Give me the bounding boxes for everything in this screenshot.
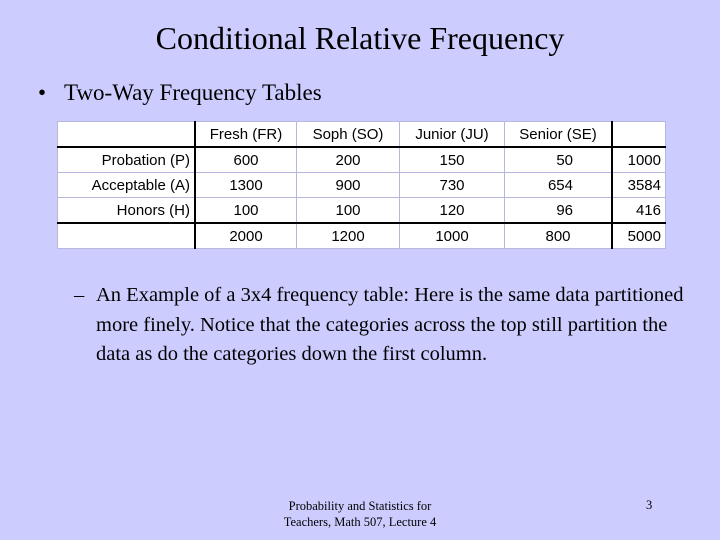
totals-label — [58, 223, 196, 249]
row-total: 1000 — [612, 147, 666, 173]
row-total: 416 — [612, 198, 666, 224]
bullet-item — [38, 80, 322, 106]
column-total: 1000 — [400, 223, 505, 249]
table-cell: 1300 — [195, 173, 297, 198]
column-total: 800 — [505, 223, 613, 249]
row-total: 3584 — [612, 173, 666, 198]
column-total: 1200 — [297, 223, 400, 249]
table-cell: 600 — [195, 147, 297, 173]
footer-line-2: Teachers, Math 507, Lecture 4 — [283, 515, 437, 529]
table-cell: 50 — [505, 147, 613, 173]
row-label: Acceptable (A) — [58, 173, 196, 198]
table-header-row — [58, 122, 666, 148]
sub-bullet — [74, 281, 684, 370]
grand-total: 5000 — [612, 223, 666, 249]
bullet-marker: • — [38, 80, 47, 105]
header-cell-senior: Senior (SE) — [505, 122, 613, 148]
header-cell-fresh: Fresh (FR) — [195, 122, 297, 148]
table-cell: 150 — [400, 147, 505, 173]
row-label: Honors (H) — [58, 198, 196, 224]
table-cell: 100 — [297, 198, 400, 224]
table-cell: 730 — [400, 173, 505, 198]
table-row — [58, 173, 666, 198]
header-cell-junior: Junior (JU) — [400, 122, 505, 148]
sub-bullet-marker: – — [74, 284, 85, 306]
table-cell: 96 — [505, 198, 613, 224]
page-number: 3 — [646, 498, 653, 512]
row-label: Probation (P) — [58, 147, 196, 173]
footer-line-1: Probability and Statistics for — [288, 499, 432, 513]
table-totals-row — [58, 223, 666, 249]
table-cell: 900 — [297, 173, 400, 198]
bullet-text: Two-Way Frequency Tables — [64, 80, 322, 105]
table-row — [58, 147, 666, 173]
header-cell-total — [612, 122, 666, 148]
header-cell-corner — [58, 122, 196, 148]
table-cell: 100 — [195, 198, 297, 224]
sub-bullet-text: An Example of a 3x4 frequency table: Here is the same data partitioned more finely. Notice that the categories across the top still partition the data as do the categories down the first column. — [96, 284, 684, 365]
column-total: 2000 — [195, 223, 297, 249]
frequency-table — [57, 121, 666, 249]
slide-footer — [230, 498, 490, 530]
table-row — [58, 198, 666, 224]
table-cell: 200 — [297, 147, 400, 173]
table-cell: 120 — [400, 198, 505, 224]
slide-title: Conditional Relative Frequency — [155, 20, 565, 56]
table-cell: 654 — [505, 173, 613, 198]
header-cell-soph: Soph (SO) — [297, 122, 400, 148]
